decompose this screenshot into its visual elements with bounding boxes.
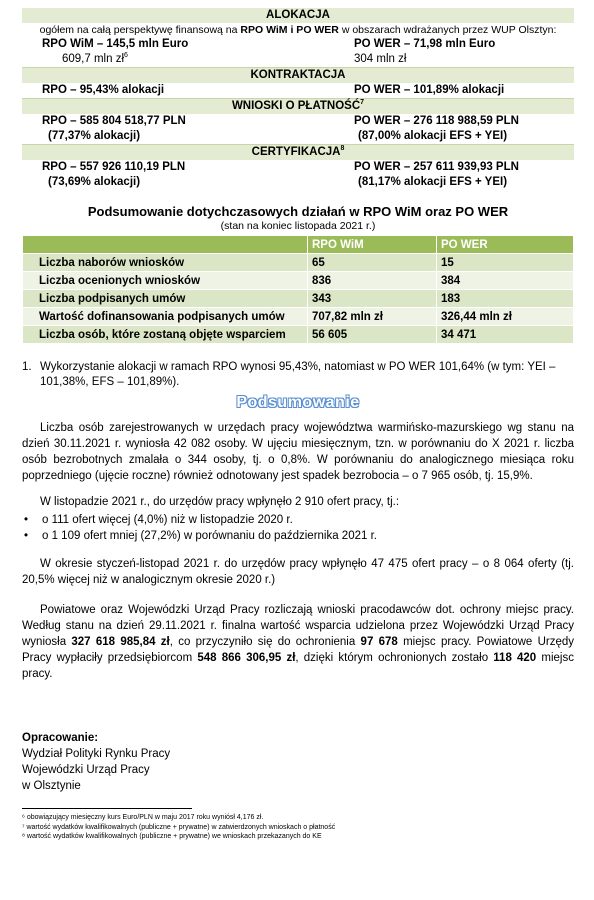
footnote-7: ⁷ wartość wydatków kwalifikowalnych (publiczne + prywatne) w zatwierdzonych wnioskach o płatność	[22, 823, 336, 831]
alokacja-intro-pre: ogółem na całą perspektywę finansową na	[39, 24, 241, 36]
protection-text-4: , dzięki którym ochronionych zostało	[295, 652, 494, 664]
row-rpo-value: 343	[308, 290, 437, 308]
author-label: Opracowanie:	[22, 732, 99, 744]
footnote-8: ⁸ wartość wydatków kwalifikowalnych (publiczne + prywatne) we wnioskach przekazanych do KE	[22, 833, 322, 840]
kontraktacja-header: KONTRAKTACJA	[22, 68, 574, 83]
table-row	[23, 272, 574, 290]
list-item	[22, 528, 574, 544]
certyfikacja-powe: PO WER – 257 611 939,93 PLN	[354, 161, 519, 173]
document-page	[22, 8, 574, 842]
certyfikacja-row-amount	[22, 160, 574, 175]
podsumowanie-heading: Podsumowanie	[236, 394, 360, 411]
row-label: Liczba ocenionych wniosków	[23, 272, 308, 290]
author-line-3: w Olsztynie	[22, 780, 81, 792]
row-rpo-value: 65	[308, 254, 437, 272]
note-number: 1.	[22, 361, 32, 373]
bullet-icon: •	[24, 514, 29, 526]
allocation-note	[22, 360, 574, 390]
summary-table	[22, 235, 574, 344]
protection-text-5: miejsc pracy.	[22, 652, 574, 680]
table-row	[23, 290, 574, 308]
row-rpo-value: 56 605	[308, 326, 437, 344]
summary-title: Podsumowanie dotychczasowych działań w RPO WiM oraz PO WER	[87, 204, 509, 219]
footnote-6: ⁶ obowiązujący miesięczny kurs Euro/PLN w maju 2017 roku wyniósł 4,176 zł.	[22, 814, 264, 821]
row-powe-value: 15	[437, 254, 574, 272]
alokacja-row-pln	[22, 52, 574, 68]
wnioski-row-amount	[22, 114, 574, 129]
alokacja-powe-pln: 304 mln zł	[354, 53, 407, 65]
row-label: Liczba osób, które zostaną objęte wsparciem	[23, 326, 308, 344]
kontraktacja-powe: PO WER – 101,89% alokacji	[354, 84, 505, 96]
author-line-2: Wojewódzki Urząd Pracy	[22, 764, 150, 776]
table-row	[23, 326, 574, 344]
row-powe-value: 384	[437, 272, 574, 290]
row-powe-value: 34 471	[437, 326, 574, 344]
certyfikacja-header-text: CERTYFIKACJA	[251, 146, 341, 158]
protection-pup-jobs: 118 420	[493, 652, 537, 664]
alokacja-powe-label: PO WER – 71,98 mln Euro	[354, 38, 496, 50]
author-block	[22, 730, 574, 794]
wnioski-powe: PO WER – 276 118 988,59 PLN	[354, 115, 519, 127]
wnioski-row-pct	[22, 129, 574, 145]
alokacja-rpo-label: RPO WiM – 145,5 mln Euro	[42, 38, 189, 50]
footnote-ref-8: 8	[340, 145, 345, 153]
list-item	[22, 512, 574, 528]
footnote-separator	[22, 808, 192, 809]
summary-header-rpo: RPO WiM	[308, 236, 437, 254]
wnioski-rpo-pct: (77,37% alokacji)	[48, 130, 141, 142]
summary-header-powe: PO WER	[437, 236, 574, 254]
paragraph-job-offers: W listopadzie 2021 r., do urzędów pracy wpłynęło 2 910 ofert pracy, tj.:	[40, 496, 400, 508]
alokacja-header: ALOKACJA	[22, 8, 574, 23]
row-label: Wartość dofinansowania podpisanych umów	[23, 308, 308, 326]
row-powe-value: 326,44 mln zł	[437, 308, 574, 326]
list-item-text: o 111 ofert więcej (4,0%) niż w listopadzie 2020 r.	[42, 514, 293, 526]
wnioski-powe-pct: (87,00% alokacji EFS + YEI)	[358, 130, 508, 142]
note-text: Wykorzystanie alokacji w ramach RPO wynosi 95,43%, natomiast w PO WER 101,64% (w tym: YEI – 101,38%, EFS – 101,89%).	[40, 361, 556, 388]
row-label: Liczba podpisanych umów	[23, 290, 308, 308]
alokacja-intro-bold: RPO WiM i PO WER	[240, 24, 339, 36]
row-label: Liczba naborów wniosków	[23, 254, 308, 272]
list-item-text: o 1 109 ofert mniej (27,2%) w porównaniu do października 2021 r.	[42, 530, 377, 542]
row-rpo-value: 836	[308, 272, 437, 290]
alokacja-rpo-pln	[22, 52, 354, 67]
footnote-ref-6: 6	[124, 52, 128, 60]
certyfikacja-rpo: RPO – 557 926 110,19 PLN	[42, 161, 186, 173]
summary-header-cell	[23, 236, 308, 254]
wnioski-header	[22, 99, 574, 114]
paragraph-unemployment: Liczba osób zarejestrowanych w urzędach pracy województwa warmińsko-mazurskiego wg stanu na dzień 30.11.2021 r. wyniosła 42 082 osoby. W ujęciu miesięcznym, tzn. w porównaniu do X 2021 r. liczba osób bezrobotnych zmalała o 344 osoby, tj. o 0,8%. W porównaniu do analogicznego miesiąca roku poprzedniego (ujęcie roczne) również odnotowany jest spadek bezrobocia – o 7 965 osób, tj. 15,9%.	[22, 422, 574, 482]
protection-text-1: Powiatowe oraz Wojewódzki Urząd Pracy rozliczają wnioski pracodawców dot. ochrony miejsc pracy. Według stanu na dzień 29.11.2021 r. finalna wartość wsparcia udzielona przez Wojewódzki Urząd Pracy wyniosła	[22, 604, 574, 648]
bullet-icon: •	[24, 530, 29, 542]
alokacja-intro	[22, 23, 574, 37]
alokacja-row-euro	[22, 37, 574, 52]
certyfikacja-powe-pct: (81,17% alokacji EFS + YEI)	[358, 176, 508, 188]
summary-table-header	[23, 236, 574, 254]
footnote-ref-7: 7	[360, 99, 365, 107]
protection-wup-jobs: 97 678	[360, 636, 398, 648]
protection-pup-amount: 548 866 306,95 zł	[197, 652, 296, 664]
certyfikacja-rpo-pct: (73,69% alokacji)	[48, 176, 141, 188]
alokacja-intro-post: w obszarach wdrażanych przez WUP Olsztyn:	[338, 24, 557, 36]
alokacja-rpo-pln-value: 609,7 mln zł	[62, 53, 125, 65]
wnioski-header-text: WNIOSKI O PŁATNOŚĆ	[231, 100, 361, 112]
paragraph-job-protection	[22, 602, 574, 682]
table-row	[23, 308, 574, 326]
paragraph-offers-period: W okresie styczeń-listopad 2021 r. do urzędów pracy wpłynęło 47 475 ofert pracy – o 8 064 oferty (tj. 20,5% więcej niż w analogicznym okresie 2020 r.)	[22, 558, 574, 586]
protection-text-2: , co przyczyniło się do ochronienia	[169, 636, 361, 648]
row-powe-value: 183	[437, 290, 574, 308]
protection-wup-amount: 327 618 985,84 zł	[71, 636, 170, 648]
job-offers-list	[22, 512, 574, 544]
certyfikacja-header	[22, 145, 574, 160]
kontraktacja-rpo: RPO – 95,43% alokacji	[42, 84, 165, 96]
protection-text-3: miejsc pracy. Powiatowe Urzędy Pracy wypłaciły przedsiębiorcom	[22, 636, 574, 664]
row-rpo-value: 707,82 mln zł	[308, 308, 437, 326]
author-line-1: Wydział Polityki Rynku Pracy	[22, 748, 171, 760]
wnioski-rpo: RPO – 585 804 518,77 PLN	[42, 115, 186, 127]
table-row	[23, 254, 574, 272]
certyfikacja-row-pct	[22, 175, 574, 190]
summary-subtitle: (stan na koniec listopada 2021 r.)	[220, 220, 376, 232]
kontraktacja-row	[22, 83, 574, 99]
